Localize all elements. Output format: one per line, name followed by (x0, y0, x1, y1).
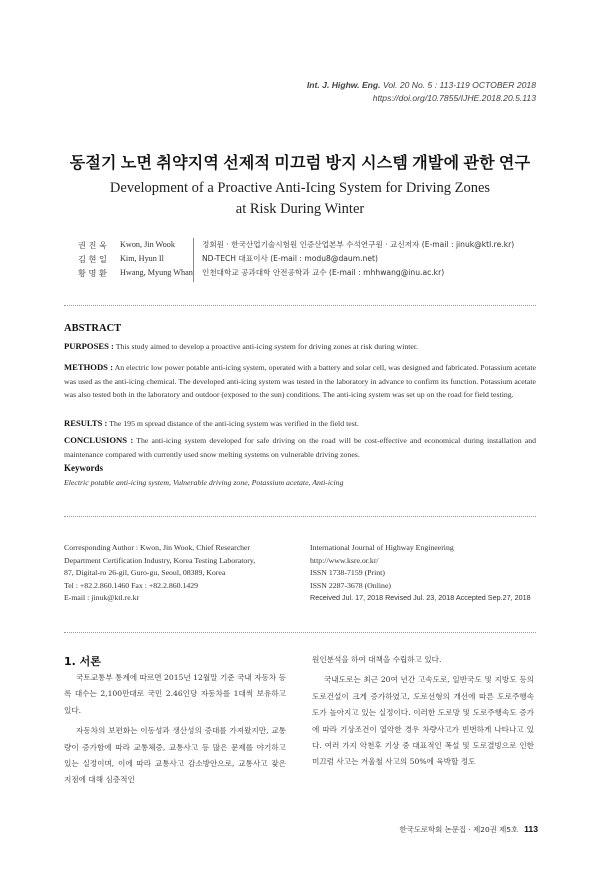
journal-info-block (310, 542, 540, 605)
dotted-divider (64, 516, 536, 517)
page-number: 113 (524, 824, 538, 834)
corr-email[interactable]: E-mail : jinuk@ktl.re.kr (64, 593, 140, 602)
body-column-right (312, 652, 534, 775)
conclusions-label: CONCLUSIONS : (64, 435, 134, 445)
corr-line: Corresponding Author : Kwon, Jin Wook, Chief Researcher (64, 543, 251, 552)
correspondence-block (64, 542, 304, 605)
issn-print: ISSN 1738-7159 (Print) (310, 568, 385, 577)
author-name-en: Hwang, Myung Whan (120, 268, 193, 277)
body-paragraph: 자동차의 보편화는 이동성과 생산성의 증대를 가져왔지만, 교통량이 증가함에 따라 교통체증, 교통사고 등 많은 문제를 야기하고 있는 실정이며, 이에 따라 교통사고 감소방안으로, 교통사고 잦은 지점에 대해 심층적인 (64, 726, 286, 785)
purposes-label: PURPOSES : (64, 341, 114, 351)
body-paragraph: 원인분석을 하여 대책을 수립하고 있다. (312, 655, 442, 664)
abstract-purposes (64, 340, 536, 354)
corr-line: Department Certification Industry, Korea Testing Laboratory, (64, 555, 256, 565)
results-label: RESULTS : (64, 418, 108, 428)
author-name-ko: 권 진 욱 (78, 240, 107, 250)
author-name-en: Kwon, Jin Wook (120, 240, 175, 249)
results-text: The 195 m spread distance of the anti-icing system was verified in the field test. (109, 419, 359, 428)
title-english-line2: at Risk During Winter (235, 201, 365, 217)
author-name-ko: 황 명 환 (78, 268, 107, 278)
title-korean: 동절기 노면 취약지역 선제적 미끄럼 방지 시스템 개발에 관한 연구 (69, 155, 531, 172)
page-footer (399, 824, 538, 835)
methods-label: METHODS : (64, 362, 113, 372)
author-affiliation: ND-TECH 대표이사 (E-mail : modu8@daum.net) (202, 254, 378, 263)
author-affiliations (202, 238, 514, 280)
author-affiliation: 정회원 · 한국산업기술시험원 인증산업본부 수석연구원 · 교신저자 (E-mail : jinuk@ktl.re.kr) (202, 240, 515, 249)
issn-online: ISSN 2287-3678 (Online) (310, 580, 391, 590)
journal-citation (307, 80, 536, 90)
doi-link[interactable]: https://doi.org/10.7855/IJHE.2018.20.5.113 (372, 93, 536, 103)
corr-line: 87, Digital-ro 26-gil, Guro-gu, Seoul, 08389, Korea (64, 568, 226, 577)
conclusions-text: The anti-icing system developed for safe driving on the road will be cost-effective and economical during installation and maintenance compared with currently used snow melting systems on vulnerable driving zones. (64, 436, 537, 459)
footer-journal: 한국도로학회 논문집 · 제20권 제5호 (399, 825, 519, 834)
author-names-english (120, 238, 193, 280)
author-name-en: Kim, Hyun Il (120, 254, 164, 263)
title-english (0, 178, 600, 220)
abstract-heading: ABSTRACT (64, 323, 122, 334)
author-divider (193, 238, 194, 282)
dotted-divider (64, 305, 536, 306)
abstract-results (64, 417, 536, 431)
received-dates: Received Jul. 17, 2018 Revised Jul. 23, 2018 Accepted Sep.27, 2018 (310, 593, 531, 602)
author-names-korean (78, 238, 107, 280)
corr-line: Tel : +82.2.860.1460 Fax : +82.2.860.1429 (64, 580, 199, 590)
volume-info: Vol. 20 No. 5 : 113-119 OCTOBER 2018 (382, 80, 536, 90)
body-paragraph: 국내도로는 최근 20여 년간 고속도로, 일반국도 및 지방도 등의 도로건설이 크게 증가하였고, 도로선형의 개선에 따른 도로주행속도가 높아지고 있는 실정이다. 이러한 도로망 및 도로주행속도 증가에 따라 기상조건이 열악한 경우 차량사고가 빈번하게 나타나고 있다. 여러 가지 악천후 기상 중 대표적인 폭설 및 도로결빙으로 인한 미끄럼 사고는 겨울철 사고의 50%에 육박할 정도 (312, 675, 534, 767)
author-name-ko: 김 현 일 (78, 254, 107, 264)
journal-url[interactable]: http://www.ksre.or.kr/ (310, 555, 379, 565)
journal-short-name: Int. J. Highw. Eng. (306, 80, 381, 90)
keywords-heading: Keywords (64, 463, 103, 473)
methods-text: An electric low power potable anti-icing system, operated with a battery and solar cell, was designed and fabricated. Potassium acetate was used as the anti-icing chemical. The developed anti-icing system was tested in the laboratory in advance to confirm its function. Potassium acetate was also tested both in the laboratory and outdoor (exposed to the sun) conditions. The anti-icing system was set up on the road for field testing. (64, 363, 536, 399)
abstract-methods (64, 361, 536, 402)
keywords-text: Electric potable anti-icing system, Vulnerable driving zone, Potassium acetate, Anti-icing (64, 478, 344, 487)
dotted-divider (64, 632, 536, 633)
author-affiliation: 인천대학교 공과대학 안전공학과 교수 (E-mail : mhhwang@inu.ac.kr) (202, 268, 445, 277)
body-column-left (64, 670, 286, 793)
journal-name: International Journal of Highway Engineering (310, 543, 454, 552)
purposes-text: This study aimed to develop a proactive anti-icing system for driving zones at risk during winter. (115, 342, 418, 351)
abstract-conclusions (64, 434, 536, 461)
body-paragraph: 국토교통부 통계에 따르면 2015년 12월말 기준 국내 자동차 등록 대수는 2,100만대로 국민 2.46인당 자동차를 1대씩 보유하고 있다. (64, 673, 286, 715)
section-title: 1. 서론 (64, 655, 101, 668)
title-english-line1: Development of a Proactive Anti-Icing System for Driving Zones (109, 180, 491, 196)
